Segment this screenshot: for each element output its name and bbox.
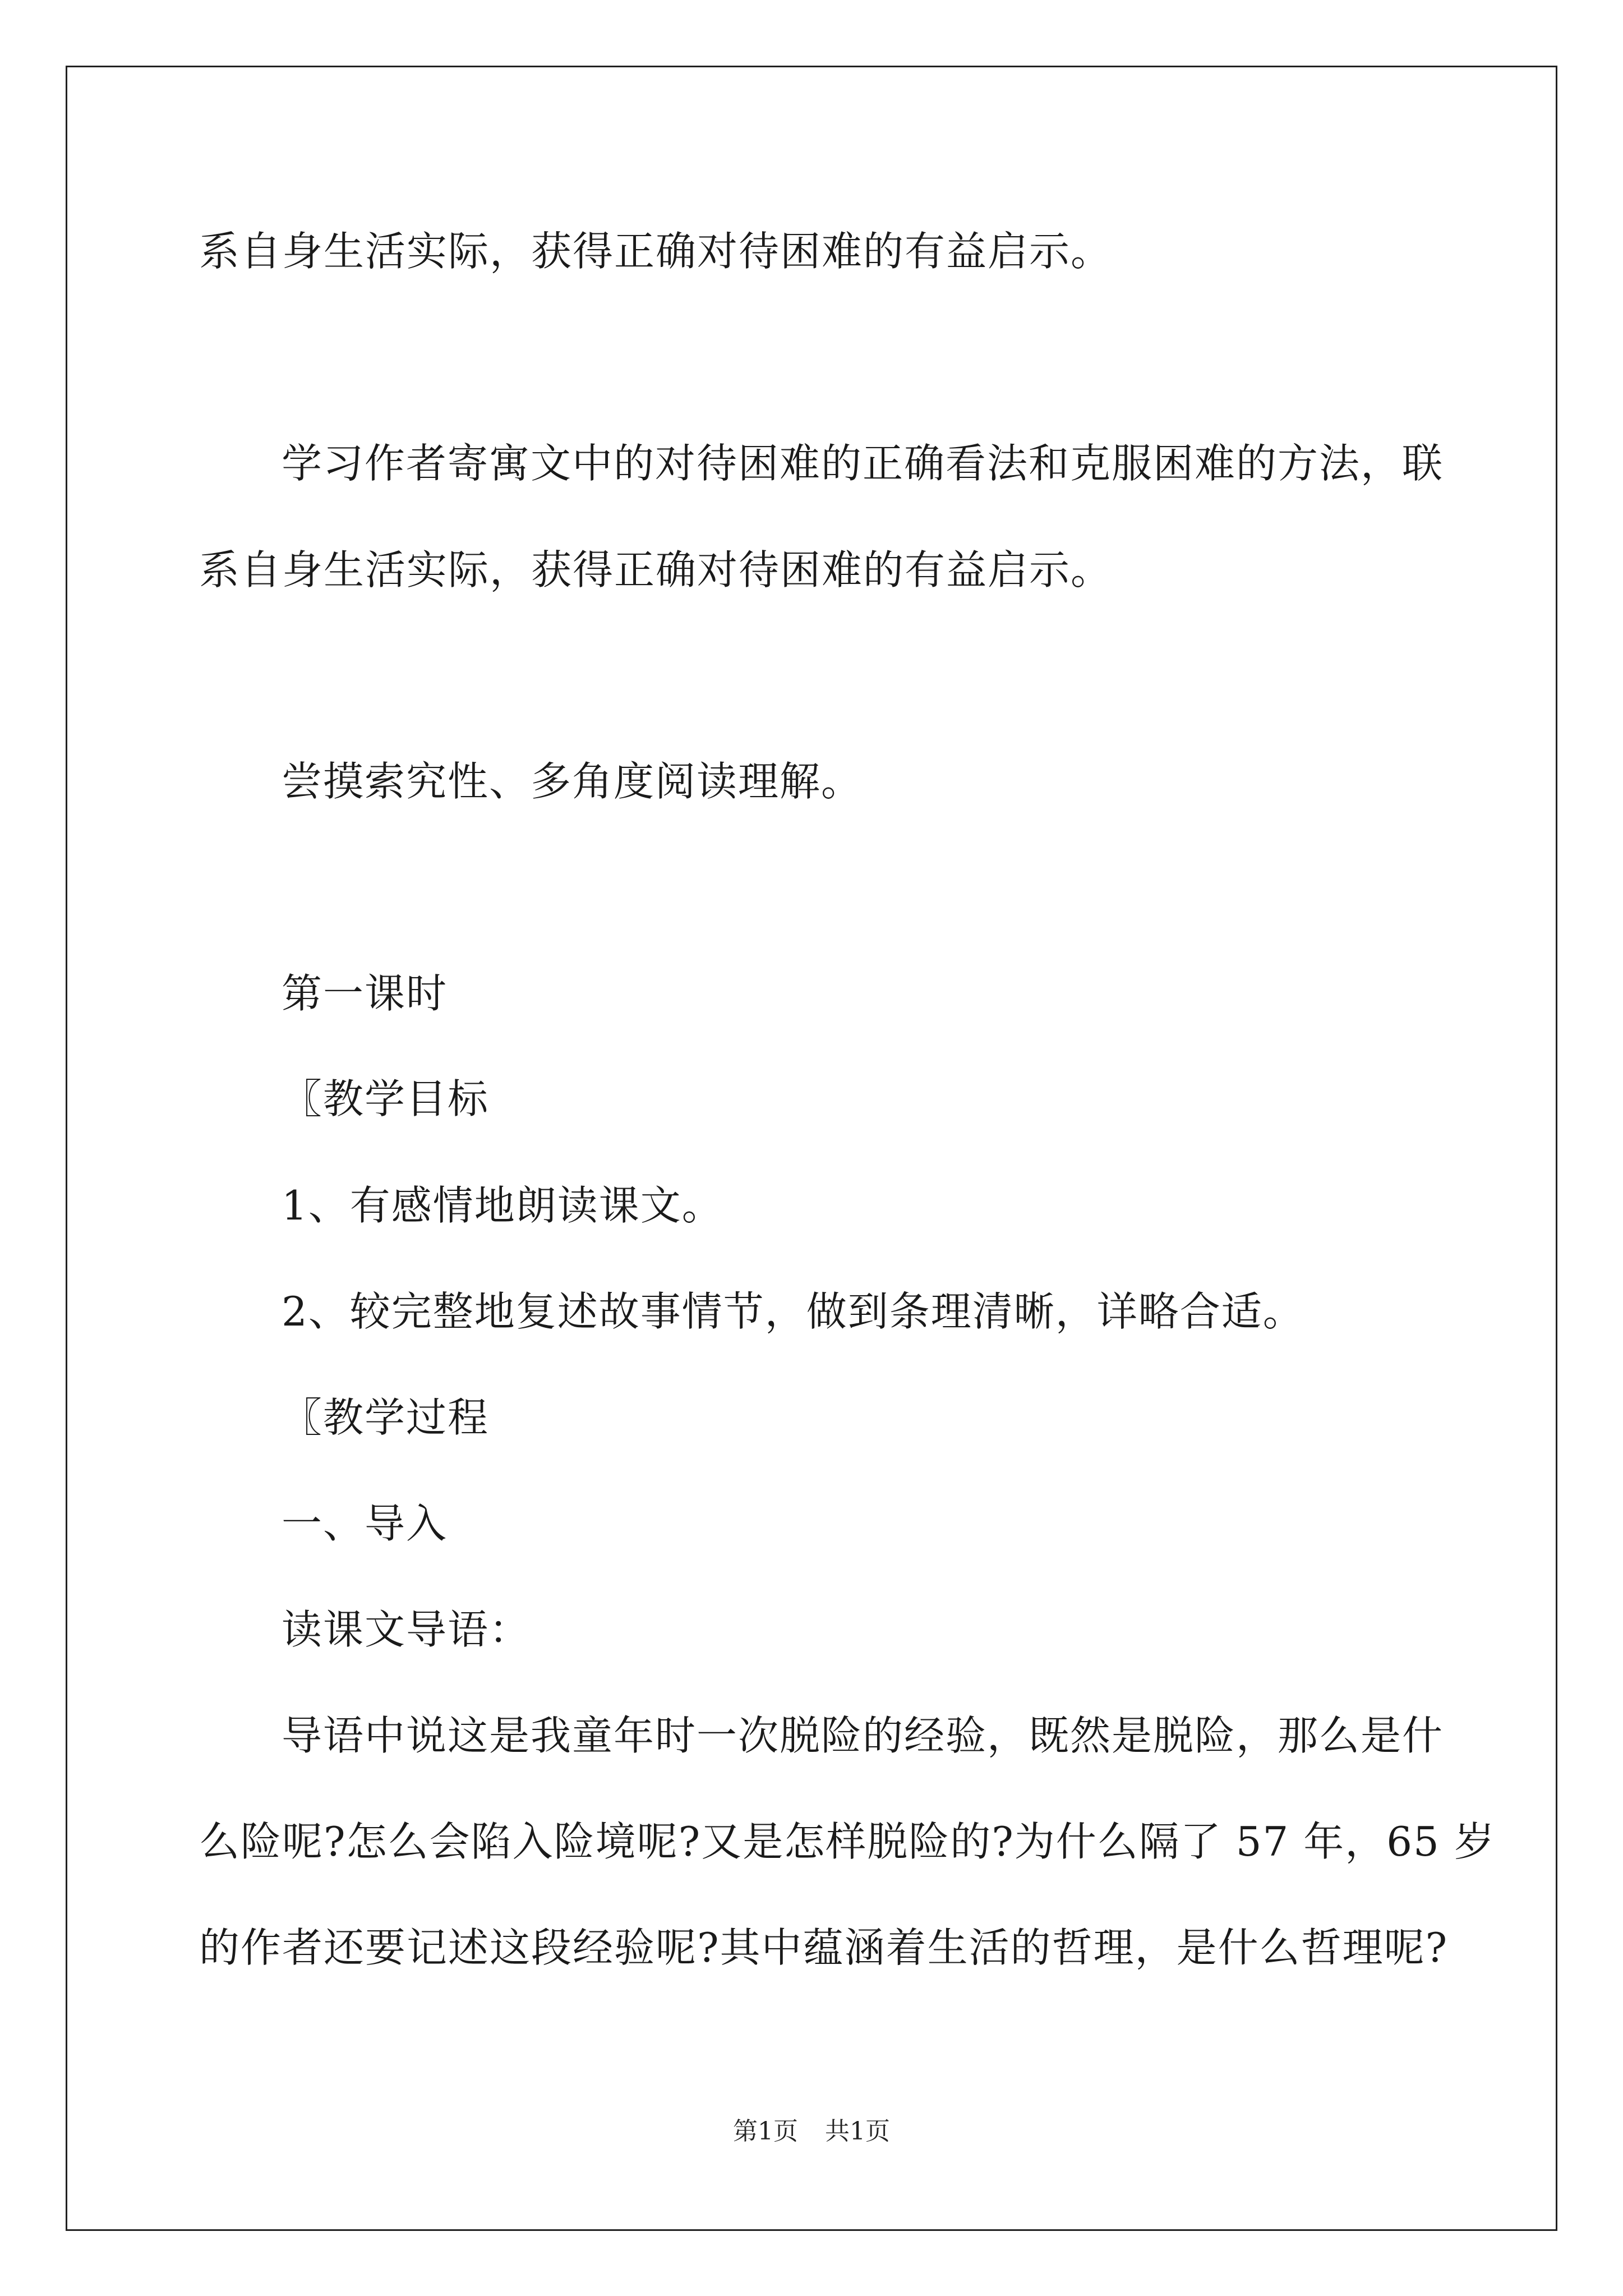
paragraph-line: 学习作者寄寓文中的对待困难的正确看法和克服困难的方法，联	[282, 440, 1444, 487]
paragraph-line: 尝摸索究性、多角度阅读理解。	[282, 758, 863, 805]
page-border	[66, 66, 1557, 2231]
paragraph-line: 读课文导语：	[282, 1606, 531, 1653]
list-item: 1、有感情地朗读课文。	[282, 1182, 723, 1229]
paragraph-line: 系自身生活实际，获得正确对待困难的有益启示。	[199, 228, 1113, 275]
page-footer	[0, 2116, 1623, 2147]
list-item: 2、较完整地复述故事情节，做到条理清晰，详略合适。	[282, 1288, 1304, 1335]
paragraph-line: 么险呢?怎么会陷入险境呢?又是怎样脱险的?为什么隔了 57 年，65 岁	[199, 1818, 1496, 1865]
page-total: 共1页	[825, 2117, 890, 2146]
page-number: 第1页	[733, 2117, 798, 2146]
section-heading: 第一课时	[282, 970, 448, 1017]
paragraph-line: 系自身生活实际，获得正确对待困难的有益启示。	[199, 546, 1113, 593]
section-heading: 一、导入	[282, 1500, 448, 1547]
section-heading: 〖教学过程	[282, 1394, 490, 1441]
section-heading: 〖教学目标	[282, 1075, 490, 1122]
paragraph-line: 的作者还要记述这段经验呢?其中蕴涵着生活的哲理，是什么哲理呢?	[199, 1924, 1449, 1971]
paragraph-line: 导语中说这是我童年时一次脱险的经验，既然是脱险，那么是什	[282, 1712, 1444, 1759]
